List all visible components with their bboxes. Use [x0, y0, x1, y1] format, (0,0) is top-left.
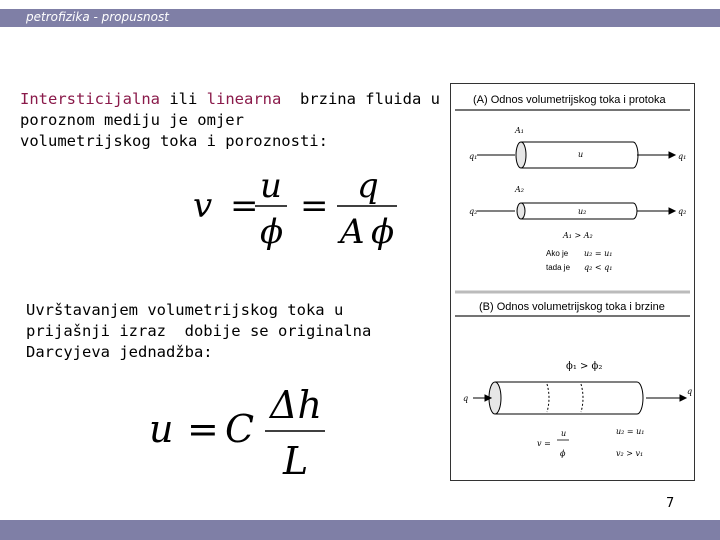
pipe-wide [477, 142, 675, 168]
label-if: Ako je [546, 249, 569, 258]
label-q1-left: q₁ [469, 152, 478, 161]
text-line3: volumetrijskog toka i poroznosti: [20, 132, 328, 150]
label-then: tada je [546, 263, 571, 272]
formula-phi1: ϕ [260, 212, 284, 252]
label-A1: A₁ [515, 126, 524, 135]
text-line3: Darcyjeva jednadžba: [26, 343, 213, 361]
formula-darcy [145, 380, 345, 480]
text-line1: Uvrštavanjem volumetrijskog toka u [26, 301, 344, 319]
formula-velocity [185, 165, 425, 255]
paragraph-intro [20, 89, 440, 152]
formula-q: q [357, 166, 379, 206]
label-then-expr: q₂ < q₁ [584, 263, 613, 272]
label-q-left: q [463, 394, 469, 403]
formula-eq2: = [300, 186, 329, 226]
term-linearna: linearna [206, 90, 282, 108]
page-number: 7 [666, 496, 675, 511]
label-v-rel: v₂ > v₁ [616, 449, 644, 458]
label-v-lhs: v = [537, 439, 551, 448]
label-u-rel: u₂ = u₁ [616, 427, 645, 436]
formula-A: A [340, 212, 365, 252]
text-line2: prijašnji izraz dobije se originalna [26, 322, 372, 340]
formula-phi2: ϕ [371, 212, 395, 252]
label-q2-left: q₂ [469, 207, 478, 216]
header-title: petrofizika - propusnost [26, 10, 169, 24]
darcy-eq: = [187, 407, 219, 451]
label-phi-rel: ϕ₁ > ϕ₂ [566, 361, 603, 372]
text-rest: brzina fluida u [281, 90, 440, 108]
label-A2: A₂ [515, 185, 524, 194]
pipe-narrow [477, 203, 675, 219]
label-q-right: q [687, 387, 693, 396]
label-u-mid: u [578, 150, 584, 159]
formula-u: u [260, 166, 282, 206]
darcy-num: Δh [270, 383, 322, 427]
label-if-expr: u₂ = u₁ [584, 249, 613, 258]
panel-b-title: (B) Odnos volumetrijskog toka i brzine [479, 301, 665, 313]
label-q2-right: q₂ [678, 207, 687, 216]
formula-eq1: = [230, 186, 259, 226]
header-bar [0, 9, 720, 27]
darcy-C: C [225, 407, 255, 451]
label-v-num: u [561, 429, 567, 438]
paragraph-darcy [26, 300, 371, 363]
label-u2-mid: u₂ [578, 207, 587, 216]
term-intersticijalna: Intersticijalna [20, 90, 160, 108]
footer-bar [0, 520, 720, 540]
figure-flow-diagram [450, 83, 695, 481]
panel-a-title: (A) Odnos volumetrijskog toka i protoka [473, 94, 666, 106]
darcy-den: L [283, 439, 309, 480]
darcy-u: u [149, 407, 174, 451]
pipe-porous [473, 382, 686, 414]
formula-v: v [193, 186, 213, 226]
label-v-den: ϕ [560, 449, 566, 458]
label-q1-right: q₁ [678, 152, 687, 161]
text-line2: poroznom mediju je omjer [20, 111, 244, 129]
text-or: ili [159, 90, 207, 108]
label-area-rel: A₁ > A₂ [563, 231, 593, 240]
